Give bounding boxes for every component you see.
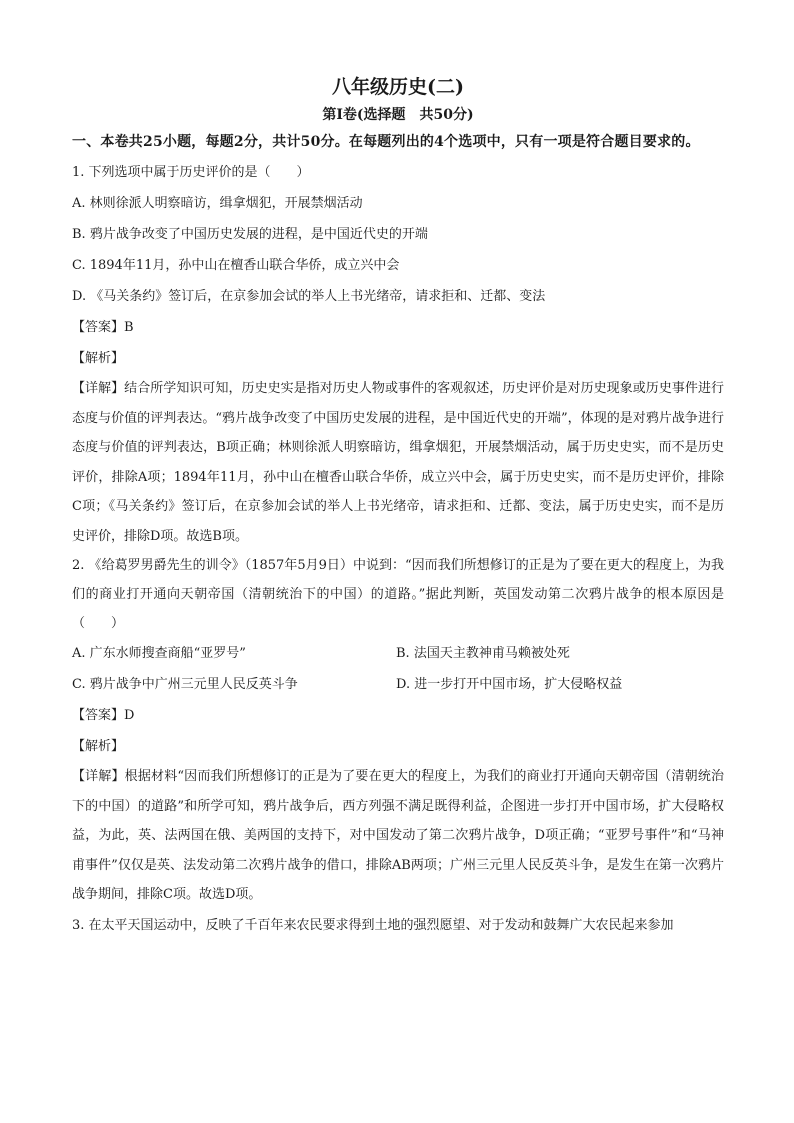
detail-paragraph: 【详解】根据材料“因而我们所想修订的正是为了要在更大的程度上，为我们的商业打开通向天朝帝国（清朝统治下的中国）的道路”和所学可知，鸦片战争后，西方列强不满足既得利益，企图进一步打开中国市场，扩大侵略权益，为此，英、法两国在俄、美两国的支持下，对中国发动了第二次鸦片战争，D项正确；“亚罗号事件”和“马神甫事件”仅仅是英、法发动第二次鸦片战争的借口，排除AB两项；广州三元里人民反英斗争，是发生在第一次鸦片战争期间，排除C项。故选D项。 [72,769,724,902]
option-d: D. 《马关条约》签订后，在京参加会试的举人上书光绪帝，请求拒和、迁都、变法 [72,289,546,304]
option-a: A. 广东水师搜查商船“亚罗号” [72,646,246,661]
option-c: C. 鸦片战争中广州三元里人民反英斗争 [72,677,298,692]
option-b: B. 鸦片战争改变了中国历史发展的进程，是中国近代史的开端 [72,227,428,242]
question-stem: 1. 下列选项中属于历史评价的是（ ） [72,165,310,180]
option-b: B. 法国天主教神甫马赖被处死 [396,646,570,661]
analysis-label: 【解析】 [72,351,125,366]
question-stem: 3. 在太平天国运动中，反映了千百年来农民要求得到土地的强烈愿望、对于发动和鼓舞广大农民起来参加 [72,917,674,933]
answer-label: 【答案】B [72,320,134,335]
question-stem: 2. 《给葛罗男爵先生的训令》（1857年5月9日）中说到：“因而我们所想修订的正是为了要在更大的程度上，为我们的商业打开通向天朝帝国（清朝统治下的中国）的道路。”据此判断，英国发动第二次鸦片战争的根本原因是（ ） [72,558,724,631]
question-3 [72,910,724,941]
document-page [72,70,724,941]
question-1 [72,157,724,551]
section-instructions: 一、本卷共25小题，每题2分，共计50分。在每题列出的4个选项中，只有一项是符合题目要求的。 [72,134,700,150]
page-subtitle: 第Ⅰ卷(选择题 共50分) [322,107,474,123]
option-a: A. 林则徐派人明察暗访，缉拿烟犯，开展禁烟活动 [72,196,363,211]
question-2 [72,551,724,910]
option-c: C. 1894年11月，孙中山在檀香山联合华侨，成立兴中会 [72,258,400,273]
option-row [72,669,724,700]
answer-label: 【答案】D [72,708,135,723]
option-row [72,638,724,669]
detail-paragraph: 【详解】结合所学知识可知，历史史实是指对历史人物或事件的客观叙述，历史评价是对历史现象或历史事件进行态度与价值的评判表达。“鸦片战争改变了中国历史发展的进程，是中国近代史的开端”，体现的是对鸦片战争进行态度与价值的评判表达，B项正确；林则徐派人明察暗访，缉拿烟犯，开展禁烟活动，属于历史史实，而不是历史评价，排除A项；1894年11月，孙中山在檀香山联合华侨，成立兴中会，属于历史史实，而不是历史评价，排除C项；《马关条约》签订后，在京参加会试的举人上书光绪帝，请求拒和、迁都、变法，属于历史史实，而不是历史评价，排除D项。故选B项。 [72,381,724,544]
analysis-label: 【解析】 [72,739,125,754]
option-d: D. 进一步打开中国市场，扩大侵略权益 [396,677,623,692]
page-title: 八年级历史(二) [332,76,464,98]
